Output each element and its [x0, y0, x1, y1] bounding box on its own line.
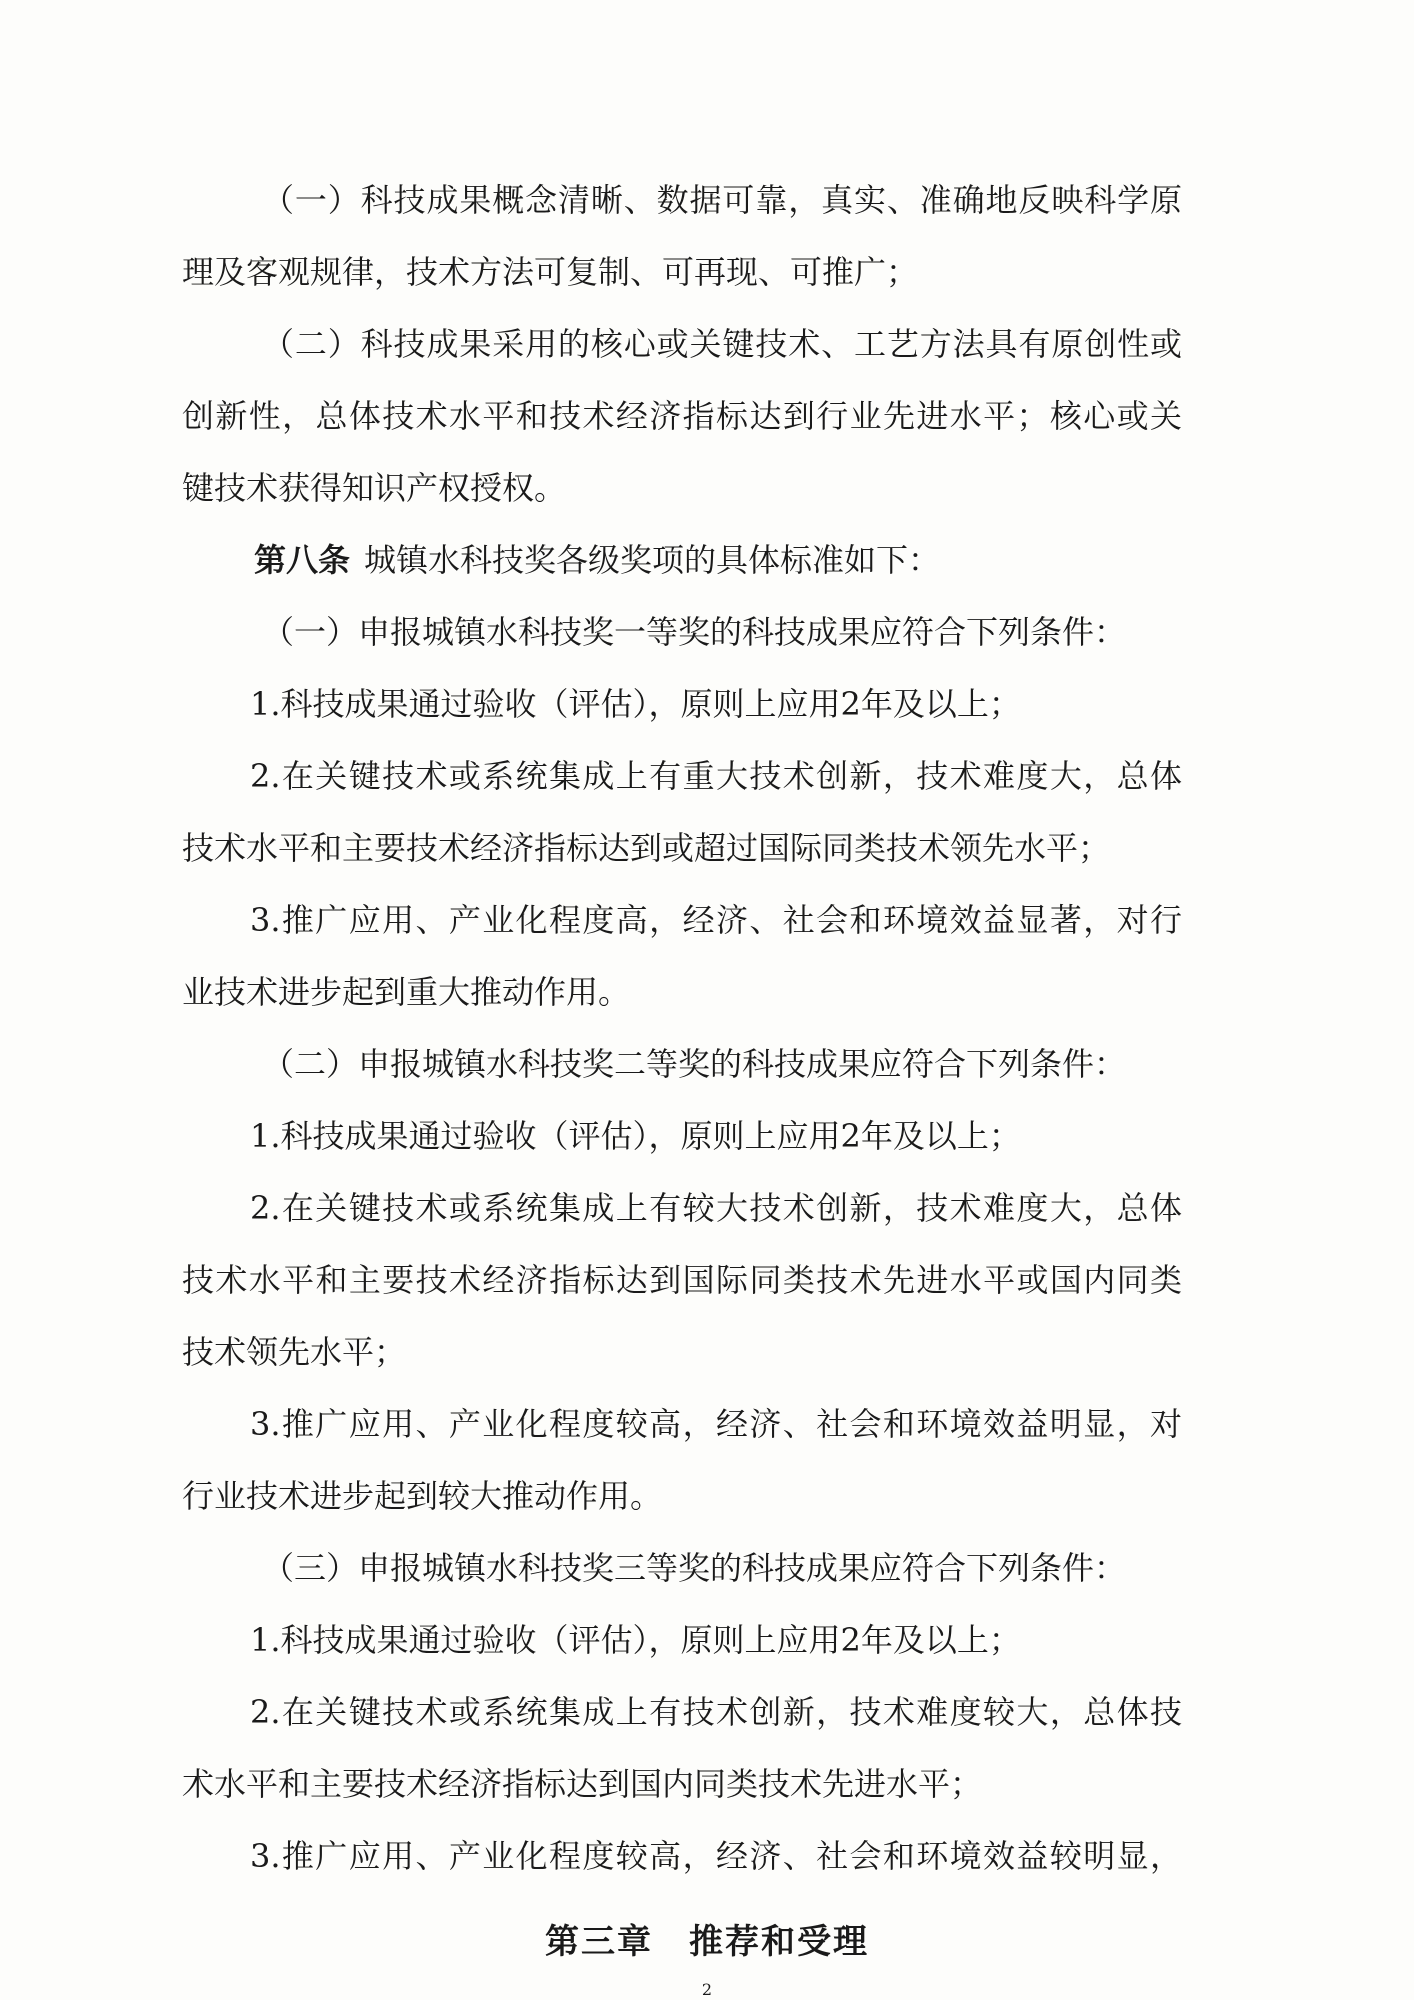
paragraph-line: 3.推广应用、产业化程度较高，经济、社会和环境效益较明显， [250, 1837, 1182, 1875]
page-number: 2 [701, 1980, 713, 1999]
paragraph-line: 业技术进步起到重大推动作用。 [182, 973, 631, 1011]
paragraph-line: 理及客观规律，技术方法可复制、可再现、可推广； [182, 253, 919, 291]
paragraph-line: 术水平和主要技术经济指标达到国内同类技术先进水平； [182, 1765, 983, 1803]
article-text: 城镇水科技奖各级奖项的具体标准如下： [364, 541, 941, 579]
paragraph-line: 1.科技成果通过验收（评估），原则上应用2年及以上； [250, 1117, 1021, 1155]
paragraph-line: （二）科技成果采用的核心或关键技术、工艺方法具有原创性或 [262, 325, 1182, 363]
paragraph-line: （三）申报城镇水科技奖三等奖的科技成果应符合下列条件： [262, 1549, 1127, 1587]
paragraph-line: （一）申报城镇水科技奖一等奖的科技成果应符合下列条件： [262, 613, 1127, 651]
paragraph-line: 2.在关键技术或系统集成上有技术创新，技术难度较大，总体技 [250, 1693, 1182, 1731]
paragraph-line: 键技术获得知识产权授权。 [182, 469, 567, 507]
paragraph-line: 技术水平和主要技术经济指标达到国际同类技术先进水平或国内同类 [182, 1261, 1182, 1299]
article-label: 第八条 [254, 541, 351, 579]
chapter-heading: 第三章 推荐和受理 [545, 1922, 869, 1962]
paragraph-line: 行业技术进步起到较大推动作用。 [182, 1477, 663, 1515]
paragraph-line: 创新性，总体技术水平和技术经济指标达到行业先进水平；核心或关 [182, 397, 1182, 435]
article-line [254, 540, 940, 580]
paragraph-line: 3.推广应用、产业化程度较高，经济、社会和环境效益明显，对 [250, 1405, 1182, 1443]
paragraph-line: 3.推广应用、产业化程度高，经济、社会和环境效益显著，对行 [250, 901, 1182, 939]
paragraph-line: 技术水平和主要技术经济指标达到或超过国际同类技术领先水平； [182, 829, 1111, 867]
paragraph-line: 1.科技成果通过验收（评估），原则上应用2年及以上； [250, 685, 1021, 723]
paragraph-line: （一）科技成果概念清晰、数据可靠，真实、准确地反映科学原 [262, 181, 1182, 219]
paragraph-line: 技术领先水平； [182, 1333, 407, 1371]
paragraph-line: 2.在关键技术或系统集成上有重大技术创新，技术难度大，总体 [250, 757, 1182, 795]
paragraph-line: 2.在关键技术或系统集成上有较大技术创新，技术难度大，总体 [250, 1189, 1182, 1227]
paragraph-line: 1.科技成果通过验收（评估），原则上应用2年及以上； [250, 1621, 1021, 1659]
paragraph-line: （二）申报城镇水科技奖二等奖的科技成果应符合下列条件： [262, 1045, 1127, 1083]
